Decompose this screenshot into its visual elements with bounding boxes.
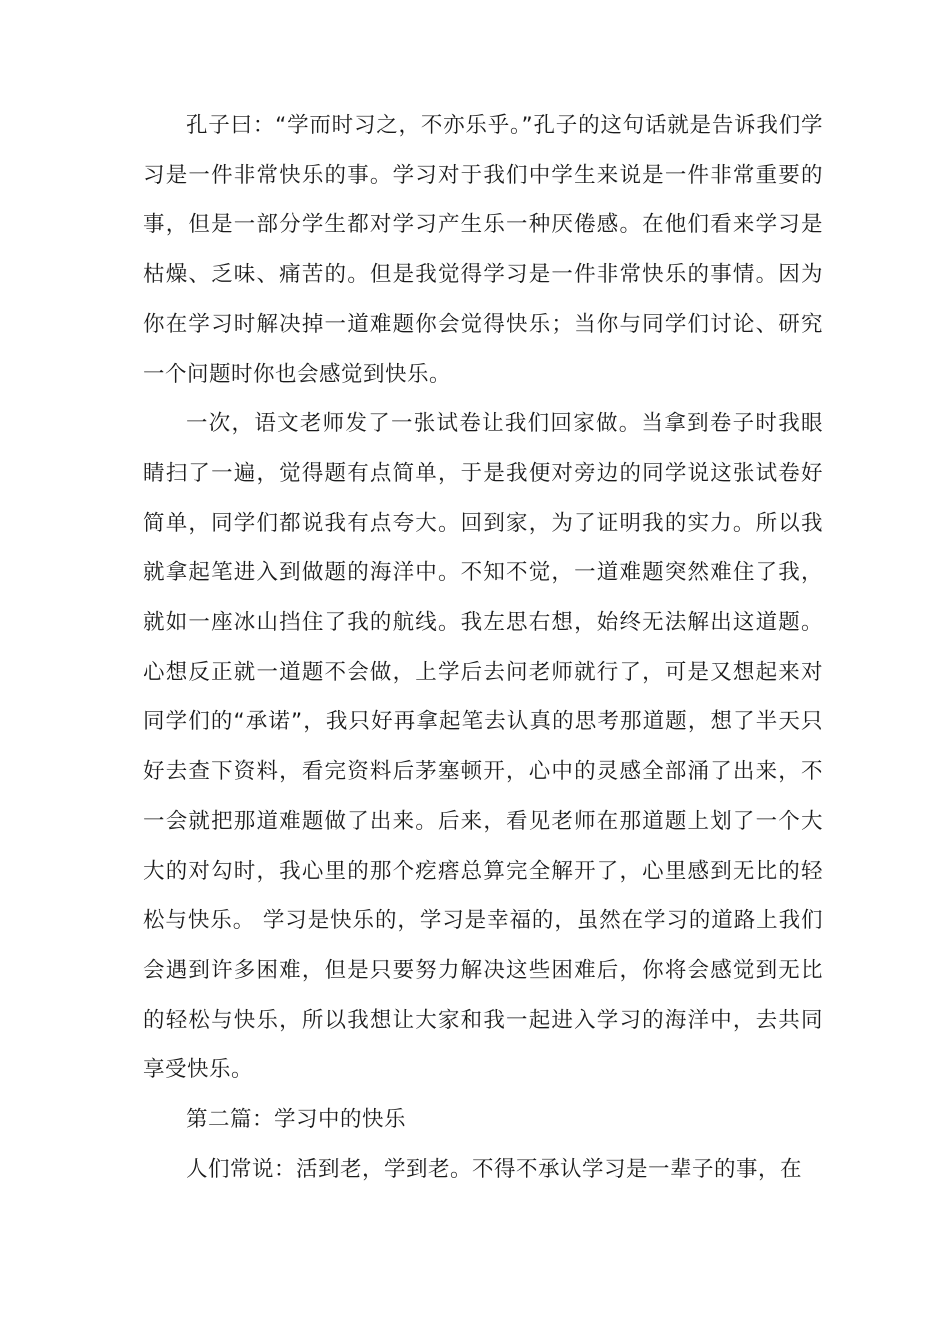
paragraph-exam-story: 一次，语文老师发了一张试卷让我们回家做。当拿到卷子时我眼睛扫了一遍，觉得题有点简单，于是我便对旁边的同学说这张试卷好简单，同学们都说我有点夸大。回到家，为了证明我的实力。所以我就拿起笔进入到做题的海洋中。不知不觉，一道难题突然难住了我，就如一座冰山挡住了我的航线。我左思右想，始终无法解出这道题。心想反正就一道题不会做，上学后去问老师就行了，可是又想起来对同学们的“承诺”，我只好再拿起笔去认真的思考那道题，想了半天只好去查下资料，看完资料后茅塞顿开，心中的灵感全部涌了出来，不一会就把那道难题做了出来。后来，看见老师在那道题上划了一个大大的对勾时，我心里的那个疙瘩总算完全解开了，心里感到无比的轻松与快乐。 学习是快乐的，学习是幸福的，虽然在学习的道路上我们会遇到许多困难，但是只要努力解决这些困难后，你将会感觉到无比的轻松与快乐，所以我想让大家和我一起进入学习的海洋中，去共同享受快乐。 [143,411,823,1083]
document-body [143,101,823,1194]
section-heading-second-essay: 第二篇：学习中的快乐 [186,1107,407,1133]
paragraph-lifelong-learning: 人们常说：活到老，学到老。不得不承认学习是一辈子的事，在 [186,1156,803,1182]
paragraph-confucius-quote: 孔子曰：“学而时习之，不亦乐乎。”孔子的这句话就是告诉我们学习是一件非常快乐的事。学习对于我们中学生来说是一件非常重要的事，但是一部分学生都对学习产生乐一种厌倦感。在他们看来学习是枯燥、乏味、痛苦的。但是我觉得学习是一件非常快乐的事情。因为你在学习时解决掉一道难题你会觉得快乐；当你与同学们讨论、研究一个问题时你也会感觉到快乐。 [143,113,823,387]
